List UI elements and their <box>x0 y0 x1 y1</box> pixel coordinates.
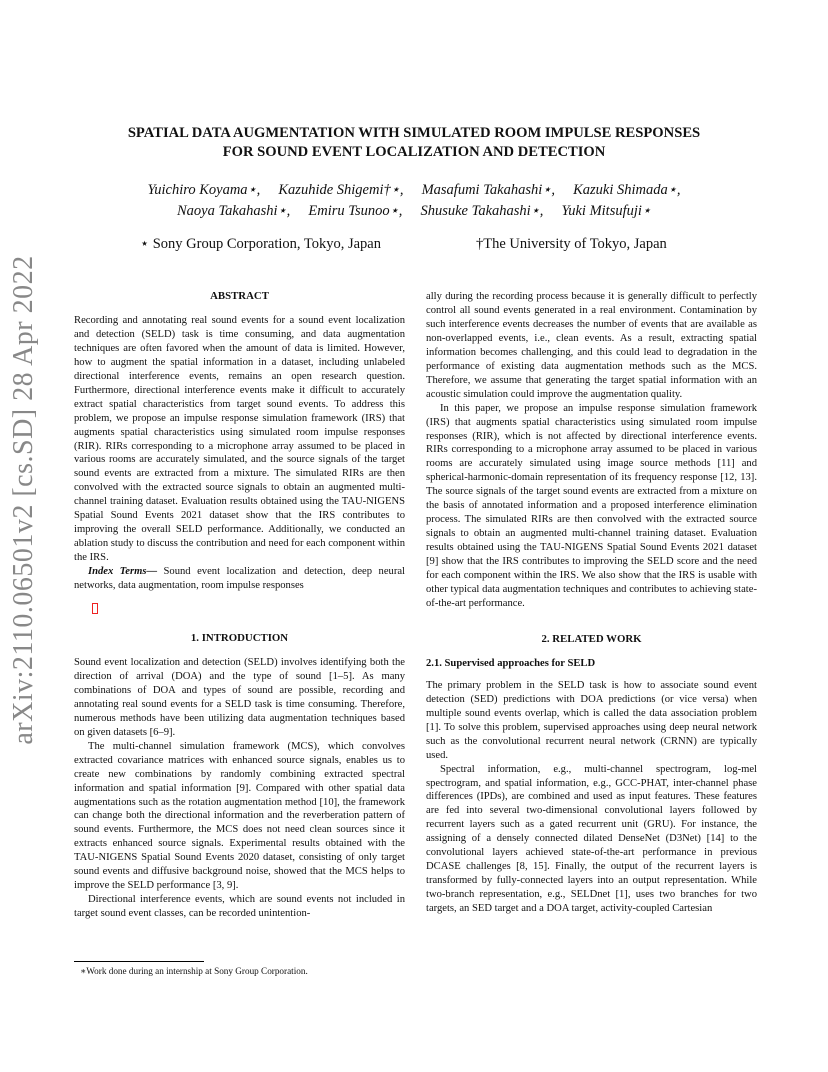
affiliation-tokyo: †The University of Tokyo, Japan <box>476 236 667 252</box>
title-line-1: SPATIAL DATA AUGMENTATION WITH SIMULATED ROOM IMPULSE RESPONSES <box>127 125 701 141</box>
red-marker-icon <box>92 603 98 614</box>
introduction-heading: 1. INTRODUCTION <box>190 632 289 645</box>
arxiv-identifier: arXiv:2110.06501v2 [cs.SD] 28 Apr 2022 <box>8 255 39 745</box>
abstract-heading: ABSTRACT <box>210 290 269 302</box>
title-line-2: FOR SOUND EVENT LOCALIZATION AND DETECTION <box>222 144 606 160</box>
left-column <box>74 290 405 921</box>
paper-title <box>80 124 748 162</box>
right-column <box>426 290 757 916</box>
affiliation-sony: ⋆ Sony Group Corporation, Tokyo, Japan <box>140 236 381 252</box>
intro-paragraph-4: ally during the recording process because it is generally difficult to perfectly control all sound events generated in a real environment. Contamination by such interference events decreases the number of events that are available as non-overlapped events, i.e., clean events. As a result, extracting spatial information becomes challenging, and this could lead to degradation in the performance of existing data augmentation methods such as the MCS. Therefore, we assume that generating the target spatial information with an acoustic simulation could improve the augmentation quality. <box>426 291 757 400</box>
intro-paragraph-1: Sound event localization and detection (SELD) involves identifying both the direction of arrival (DOA) and the type of sound [1–5]. As many combinations of DOA and types of sound are possible, recording and annotating real sound events for a SELD task is time consuming. Therefore, numerous methods have been utilizing data augmentation techniques based on given datasets [6–9]. <box>74 656 405 738</box>
abstract-text: Recording and annotating real sound events for a sound event localization and detection (SELD) task is time consuming, and data augmentation techniques are often favored when the amount of data is limited. However, how to augment the spatial information in a dataset, including unlabeled directional interference events, remains an open research question. Furthermore, directional interference events make it difficult to accurately extract spatial characteristics from target sound events. To address this problem, we propose an impulse response simulation framework (IRS) that augments spatial characteristics using simulated room impulse responses (RIR). RIRs corresponding to a microphone array assumed to be placed in various rooms are accurately simulated, and the source signals of the target sound events are extracted from a mixture. The simulated RIRs are then convolved with the extracted source signals to obtain an augmented multi-channel training dataset. Evaluation results obtained using the TAU-NIGENS Spatial Sound Events 2021 dataset show that the IRS contributes to improving the overall SELD performance. Additionally, we conducted an ablation study to discuss the contribution and need for each component within the IRS. <box>74 314 405 564</box>
subsection-heading: 2.1. Supervised approaches for SELD <box>426 657 596 669</box>
index-terms <box>74 565 405 593</box>
authors-line-1: Yuichiro Koyama⋆, Kazuhide Shigemi†⋆, Masafumi Takahashi⋆, Kazuki Shimada⋆, <box>147 182 681 198</box>
footnote-divider <box>74 961 204 962</box>
related-paragraph-2: Spectral information, e.g., multi-channel spectrogram, log-mel spectrogram, and spatial information, e.g., GCC-PHAT, inter-channel phase differences (IPDs), are combined and used as input features. These features are fed into several two-dimensional convolutional layers followed by recurrent layers such as a gated recurrent unit (GRU). For instance, the assigning of a densely connected dilated DenseNet (D3Net) [14] to the convolutional layers achieved state-of-the-art performance in previous DCASE challenges [8, 15]. Finally, the output of the recurrent layers is transformed by fully-connected layers into an output representation. While two-branch representation, e.g., SELDnet [1], uses two branches for two targets, an SED target and a DOA target, activity-coupled Cartesian <box>426 763 757 915</box>
author-list <box>80 180 748 222</box>
intro-paragraph-5: In this paper, we propose an impulse response simulation framework (IRS) that augments spatial characteristics using simulated room impulse responses (RIR), which is not affected by directional interference events. RIRs corresponding to a microphone array assumed to be placed in various rooms are accurately simulated using image source methods [11] and spherical-harmonic-domain representation of its frequency response [12, 13]. The source signals of the target sound events are extracted from a mixture on the basis of annotated information and a proposed interference elimination process. The simulated RIRs are then convolved with the extracted source signals to obtain an augmented multi-channel training dataset. Evaluation results obtained using the TAU-NIGENS Spatial Sound Events 2021 dataset [9] show that the IRS contributes to improving the SELD score and the need for each component within the IRS. We also show that the IRS is usable with other typical data augmentation techniques and contributes to achieving state-of-the-art performance. <box>426 402 757 609</box>
intro-paragraph-2: The multi-channel simulation framework (MCS), which convolves extracted covariance matrices with enhanced source signals, enables us to create new combinations by randomly combining extracted spectral information and spatial information [9]. Compared with other spatial data augmentations such as the rotation augmentation method [10], the framework can change both the directional information and the reverberation pattern of sound events. Furthermore, the MCS does not need clean sources since it extracts enhanced source signals. Experimental results obtained with the TAU-NIGENS Spatial Sound Events 2020 dataset, consisting of only target sound events and diffusive background noise, showed that the MCS helps to improve the SELD performance [3, 9]. <box>74 740 405 892</box>
index-terms-text: Sound event localization and detection, deep neural networks, data augmentation, room impulse responses <box>74 566 405 592</box>
related-paragraph-1: The primary problem in the SELD task is how to associate sound event detection (SED) predictions with DOA predictions (or vice versa) when multiple sound events overlap, which is called the data association problem [1]. To solve this problem, supervised approaches using deep neural network such as the convolutional recurrent neural network (CRNN) are typically used. <box>426 679 757 761</box>
footnote: ∗Work done during an internship at Sony Group Corporation. <box>80 966 308 976</box>
index-terms-label: Index Terms— <box>88 566 158 578</box>
related-work-heading: 2. RELATED WORK <box>541 632 642 645</box>
authors-line-2: Naoya Takahashi⋆, Emiru Tsunoo⋆, Shusuke Takahashi⋆, Yuki Mitsufuji⋆ <box>176 203 652 219</box>
intro-paragraph-3: Directional interference events, which are sound events not included in target sound event classes, can be recorded unintention- <box>74 894 405 920</box>
